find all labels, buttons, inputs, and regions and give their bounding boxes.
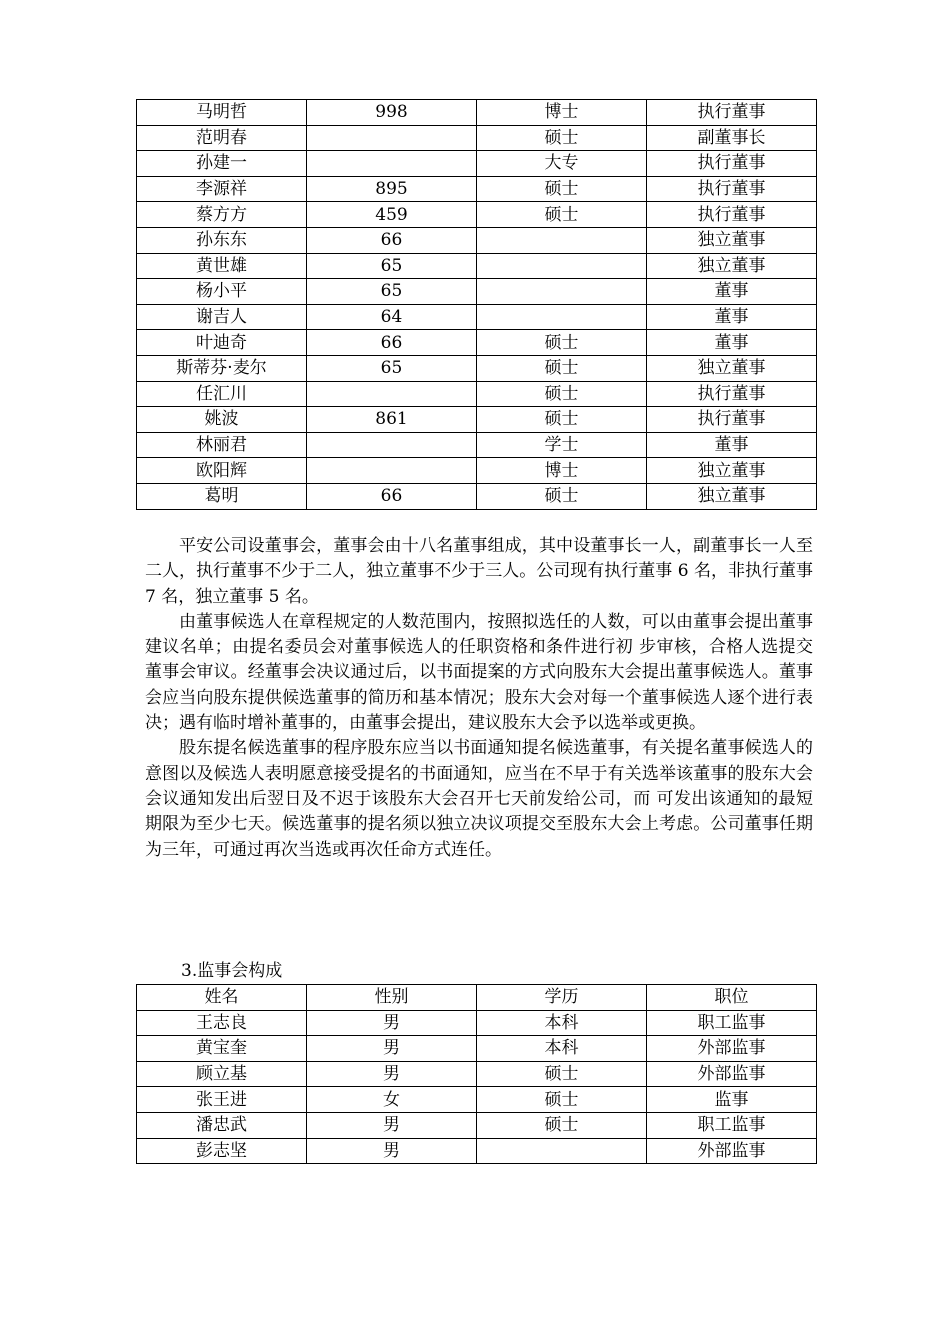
position-cell: 董事 <box>647 330 817 356</box>
name-cell: 张王进 <box>137 1087 307 1113</box>
position-cell: 独立董事 <box>647 483 817 509</box>
education-cell <box>477 279 647 305</box>
position-cell: 执行董事 <box>647 176 817 202</box>
value-cell: 895 <box>307 176 477 202</box>
education-cell <box>477 304 647 330</box>
name-cell: 任汇川 <box>137 381 307 407</box>
education-cell: 大专 <box>477 151 647 177</box>
education-cell: 硕士 <box>477 176 647 202</box>
position-cell: 监事 <box>647 1087 817 1113</box>
value-cell <box>307 432 477 458</box>
table-row <box>137 151 817 177</box>
table-row <box>137 1036 817 1062</box>
table-row <box>137 432 817 458</box>
table-row <box>137 1112 817 1138</box>
supervisory-board-table-header <box>137 985 817 1011</box>
position-cell: 执行董事 <box>647 100 817 126</box>
name-cell: 孙建一 <box>137 151 307 177</box>
education-cell <box>477 1138 647 1164</box>
position-cell: 执行董事 <box>647 202 817 228</box>
table-row <box>137 253 817 279</box>
gender-cell: 男 <box>307 1138 477 1164</box>
education-cell: 硕士 <box>477 355 647 381</box>
position-cell: 外部监事 <box>647 1138 817 1164</box>
position-cell: 董事 <box>647 279 817 305</box>
value-cell: 65 <box>307 279 477 305</box>
position-cell: 董事 <box>647 304 817 330</box>
value-cell: 998 <box>307 100 477 126</box>
header-position: 职位 <box>647 985 817 1011</box>
table-row <box>137 381 817 407</box>
supervisory-board-table-body <box>137 1010 817 1164</box>
education-cell: 硕士 <box>477 1112 647 1138</box>
table-row <box>137 458 817 484</box>
table-row <box>137 202 817 228</box>
education-cell: 硕士 <box>477 483 647 509</box>
education-cell: 硕士 <box>477 202 647 228</box>
board-members-table <box>136 99 817 510</box>
position-cell: 独立董事 <box>647 355 817 381</box>
name-cell: 姚波 <box>137 407 307 433</box>
value-cell: 65 <box>307 355 477 381</box>
header-education: 学历 <box>477 985 647 1011</box>
education-cell: 硕士 <box>477 125 647 151</box>
position-cell: 外部监事 <box>647 1061 817 1087</box>
name-cell: 李源祥 <box>137 176 307 202</box>
board-members-table-body <box>137 100 817 510</box>
position-cell: 执行董事 <box>647 151 817 177</box>
position-cell: 外部监事 <box>647 1036 817 1062</box>
paragraph-board-composition: 平安公司设董事会，董事会由十八名董事组成，其中设董事长一人，副董事长一人至二人，执行董事不少于二人，独立董事不少于三人。公司现有执行董事 6 名，非执行董事 7 名，独立董事 5 名。 <box>145 536 813 607</box>
table-row <box>137 1087 817 1113</box>
position-cell: 职工监事 <box>647 1112 817 1138</box>
name-cell: 蔡方方 <box>137 202 307 228</box>
header-gender: 性别 <box>307 985 477 1011</box>
name-cell: 黄宝奎 <box>137 1036 307 1062</box>
education-cell: 本科 <box>477 1036 647 1062</box>
paragraph-shareholder-nomination: 股东提名候选董事的程序股东应当以书面通知提名候选董事，有关提名董事候选人的意图以及候选人表明愿意接受提名的书面通知，应当在不早于有关选举该董事的股东大会会议通知发出后翌日及不迟于该股东大会召开七天前发给公司，而 可发出该通知的最短期限为至少七天。候选董事的提名须以独立决议项提交至股东大会上考虑。公司董事任期为三年，可通过再次当选或再次任命方式连任。 <box>145 738 813 860</box>
name-cell: 黄世雄 <box>137 253 307 279</box>
name-cell: 顾立基 <box>137 1061 307 1087</box>
name-cell: 马明哲 <box>137 100 307 126</box>
table-row <box>137 227 817 253</box>
value-cell: 459 <box>307 202 477 228</box>
table-header-row <box>137 985 817 1011</box>
education-cell: 博士 <box>477 100 647 126</box>
education-cell: 本科 <box>477 1010 647 1036</box>
value-cell: 65 <box>307 253 477 279</box>
table-row <box>137 1061 817 1087</box>
name-cell: 杨小平 <box>137 279 307 305</box>
position-cell: 职工监事 <box>647 1010 817 1036</box>
education-cell: 硕士 <box>477 330 647 356</box>
position-cell: 独立董事 <box>647 458 817 484</box>
table-row <box>137 304 817 330</box>
gender-cell: 男 <box>307 1036 477 1062</box>
position-cell: 执行董事 <box>647 407 817 433</box>
name-cell: 彭志坚 <box>137 1138 307 1164</box>
gender-cell: 女 <box>307 1087 477 1113</box>
education-cell: 硕士 <box>477 1087 647 1113</box>
board-description-text <box>145 534 813 863</box>
name-cell: 范明春 <box>137 125 307 151</box>
table-row <box>137 483 817 509</box>
position-cell: 独立董事 <box>647 227 817 253</box>
value-cell: 861 <box>307 407 477 433</box>
name-cell: 叶迪奇 <box>137 330 307 356</box>
table-row <box>137 407 817 433</box>
section-heading: 3.监事会构成 <box>181 961 283 981</box>
name-cell: 潘忠武 <box>137 1112 307 1138</box>
value-cell <box>307 125 477 151</box>
value-cell <box>307 458 477 484</box>
header-name: 姓名 <box>137 985 307 1011</box>
position-cell: 执行董事 <box>647 381 817 407</box>
table-row <box>137 330 817 356</box>
table-row <box>137 176 817 202</box>
name-cell: 林丽君 <box>137 432 307 458</box>
education-cell: 硕士 <box>477 381 647 407</box>
gender-cell: 男 <box>307 1010 477 1036</box>
table-row <box>137 279 817 305</box>
value-cell: 66 <box>307 330 477 356</box>
gender-cell: 男 <box>307 1112 477 1138</box>
table-row <box>137 1010 817 1036</box>
education-cell <box>477 253 647 279</box>
name-cell: 王志良 <box>137 1010 307 1036</box>
table-row <box>137 100 817 126</box>
education-cell: 博士 <box>477 458 647 484</box>
education-cell: 硕士 <box>477 1061 647 1087</box>
value-cell <box>307 151 477 177</box>
name-cell: 欧阳辉 <box>137 458 307 484</box>
paragraph-nomination-process: 由董事候选人在章程规定的人数范围内，按照拟选任的人数，可以由董事会提出董事建议名单；由提名委员会对董事候选人的任职资格和条件进行初 步审核，合格人选提交董事会审议。经董事会决议通过后，以书面提案的方式向股东大会提出董事候选人。董事会应当向股东提供候选董事的简历和基本情况；股东大会对每一个董事候选人逐个进行表决；遇有临时增补董事的，由董事会提出，建议股东大会予以选举或更换。 <box>145 611 813 734</box>
value-cell: 66 <box>307 227 477 253</box>
name-cell: 葛明 <box>137 483 307 509</box>
position-cell: 董事 <box>647 432 817 458</box>
table-row <box>137 355 817 381</box>
value-cell: 64 <box>307 304 477 330</box>
education-cell: 硕士 <box>477 407 647 433</box>
education-cell <box>477 227 647 253</box>
position-cell: 副董事长 <box>647 125 817 151</box>
supervisory-board-table <box>136 984 817 1164</box>
value-cell: 66 <box>307 483 477 509</box>
name-cell: 谢吉人 <box>137 304 307 330</box>
gender-cell: 男 <box>307 1061 477 1087</box>
table-row <box>137 1138 817 1164</box>
education-cell: 学士 <box>477 432 647 458</box>
value-cell <box>307 381 477 407</box>
name-cell: 孙东东 <box>137 227 307 253</box>
table-row <box>137 125 817 151</box>
name-cell: 斯蒂芬·麦尔 <box>137 355 307 381</box>
position-cell: 独立董事 <box>647 253 817 279</box>
